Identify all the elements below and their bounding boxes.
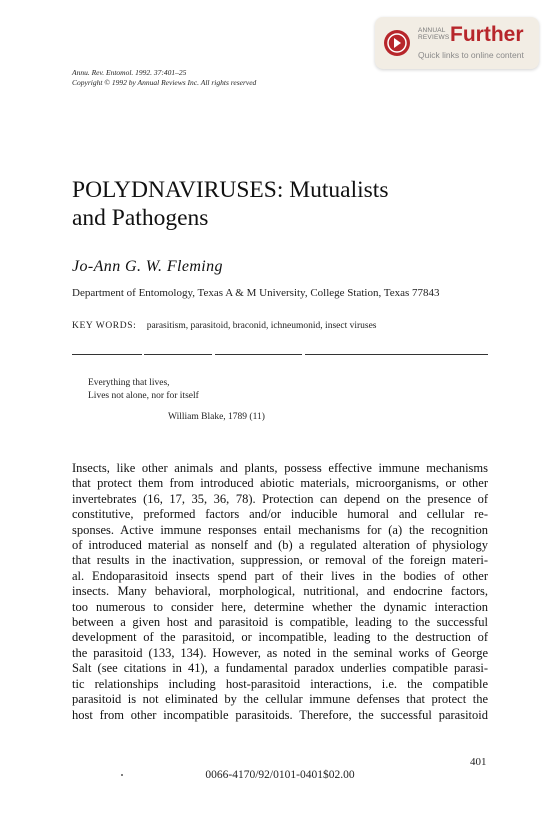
body-line: development of the parasitoid, or incompatible, leading to the destruction of <box>72 630 488 645</box>
body-line: constitutive, preformed factors and/or inducible humoral and cellular re- <box>72 507 488 522</box>
body-line: al. Endoparasitoid insects spend part of their lives in the bodies of other <box>72 568 488 583</box>
body-text <box>72 461 488 723</box>
further-banner[interactable] <box>375 17 539 69</box>
body-line: that results in the inactivation, suppression, or removal of the foreign materi- <box>72 553 488 568</box>
body-line: insects. Many behavioral, morphological, nutritional, and endocrine factors, <box>72 584 488 599</box>
body-line: Salt (see citations in 41), a fundamental paradox underlies compatible parasi- <box>72 661 488 676</box>
section-divider <box>72 354 488 355</box>
author-name: Jo-Ann G. W. Fleming <box>72 258 223 275</box>
title-line-1: POLYDNAVIRUSES: Mutualists <box>72 177 389 203</box>
keywords-line <box>72 321 377 331</box>
epigraph-line-2: Lives not alone, nor for itself <box>88 391 199 401</box>
body-line: the parasitoid (133, 134). However, as noted in the seminal works of George <box>72 645 488 660</box>
body-line: of introduced material as nonself and (b) a regulated alteration of physiology <box>72 538 488 553</box>
body-line: that protect them from introduced abiotic materials, microorganisms, or other <box>72 476 488 491</box>
brand-further-text[interactable]: Further <box>450 23 524 46</box>
body-line: Insects, like other animals and plants, possess effective immune mechanisms <box>72 461 488 475</box>
epigraph <box>88 377 199 403</box>
body-line: tic relationships including host-parasitoid interactions, i.e. the compatible <box>72 676 488 691</box>
copyright-line: Copyright © 1992 by Annual Reviews Inc. All rights reserved <box>72 78 257 87</box>
epigraph-attribution: William Blake, 1789 (11) <box>168 412 265 422</box>
keywords-terms: parasitism, parasitoid, braconid, ichneumonid, insect viruses <box>146 321 377 331</box>
body-line: invertebrates (16, 17, 35, 36, 78). Protection can depend on the presence of <box>72 491 488 506</box>
keywords-label: KEY WORDS: <box>72 321 137 331</box>
page-number: 401 <box>470 756 487 768</box>
journal-citation <box>72 68 256 88</box>
citation-line: Annu. Rev. Entomol. 1992. 37:401–25 <box>72 68 187 77</box>
body-line: sponses. Active immune responses entail mechanisms for (a) the recognition <box>72 522 488 537</box>
annual-reviews-logo-icon <box>384 30 410 56</box>
author-affiliation: Department of Entomology, Texas A & M University, College Station, Texas 77843 <box>72 287 440 299</box>
article-title <box>72 176 388 232</box>
brand-small-text: ANNUAL REVIEWS <box>418 27 450 41</box>
banner-tagline[interactable]: Quick links to online content <box>418 50 524 60</box>
body-line: between a given host and parasitoid is compatible, leading to the successful <box>72 615 488 630</box>
footer-code: 0066-4170/92/0101-0401$02.00 <box>205 769 355 781</box>
title-line-2: and Pathogens <box>72 205 209 231</box>
body-line: too numerous to consider here, determine whether the dynamic interaction <box>72 599 488 614</box>
epigraph-line-1: Everything that lives, <box>88 378 170 388</box>
body-line: host from other incompatible parasitoids. Therefore, the successful parasitoid <box>72 707 488 722</box>
body-line: parasitoid is not eliminated by the cellular immune defenses that protect the <box>72 692 488 707</box>
